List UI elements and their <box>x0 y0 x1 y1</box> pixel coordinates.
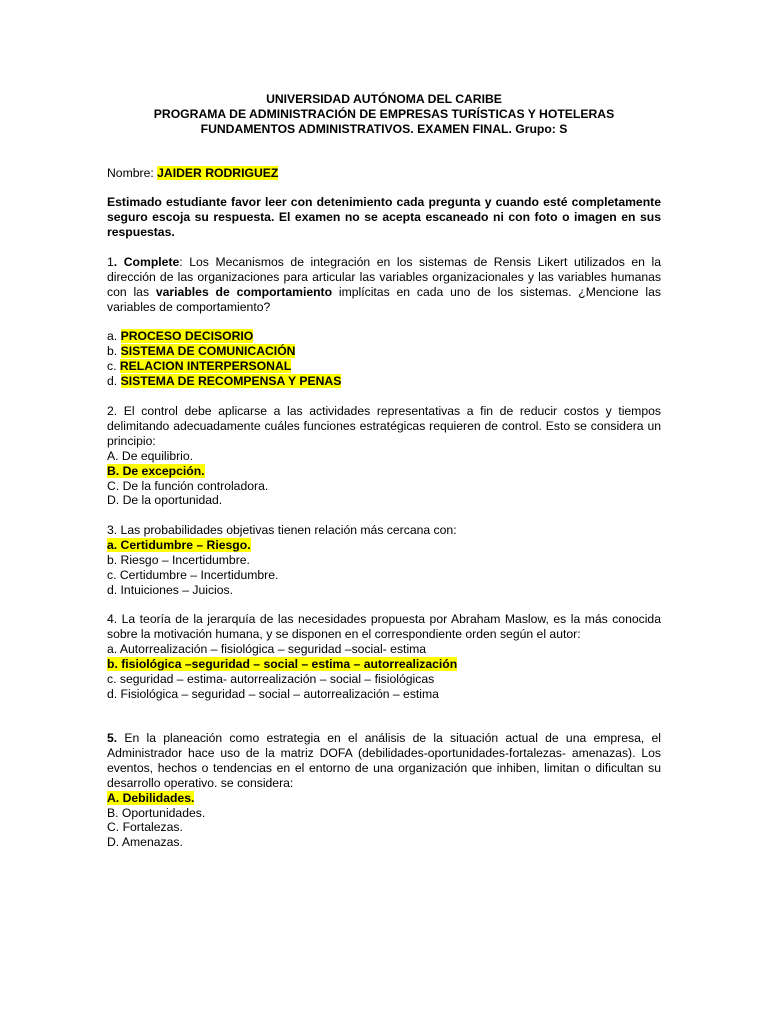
option: B. Oportunidades. <box>107 805 206 820</box>
question-2 <box>107 404 661 508</box>
q1-keyword: Complete <box>123 255 180 269</box>
q1-answer <box>107 374 661 389</box>
q3-text: 3. Las probabilidades objetivas tienen relación más cercana con: <box>107 523 457 537</box>
option-selected: b. fisiológica –seguridad – social – estima – autorrealización <box>107 656 458 671</box>
option-selected: B. De excepción. <box>107 463 205 478</box>
q2-text: 2. El control debe aplicarse a las actividades representativas a fin de reducir costos y tiempos delimitando adecuadamente cuáles funciones estratégicas requieren de control. Esto se considera un principio: <box>107 404 661 448</box>
question-4 <box>107 612 661 701</box>
option <box>107 657 661 672</box>
option <box>107 791 661 806</box>
option: D. De la oportunidad. <box>107 493 223 508</box>
option: C. Fortalezas. <box>107 820 183 835</box>
q4-options <box>107 642 661 702</box>
option <box>107 464 661 479</box>
student-name-line <box>107 166 661 181</box>
option: A. De equilibrio. <box>107 448 194 463</box>
question-5 <box>107 731 661 850</box>
q3-options <box>107 538 661 598</box>
q1-answer-text: RELACION INTERPERSONAL <box>119 358 292 373</box>
q5-body: En la planeación como estrategia en el análisis de la situación actual de una empresa, el Administrador hace uso de la matriz DOFA (debilidades-oportunidades-fortalezas- amenazas). Los eventos, hechos o tendencias en el entorno de una organización que inhiben, limitan o dificultan su desarrollo operativo. se considera: <box>107 731 661 790</box>
q5-number: 5. <box>107 731 118 745</box>
name-label: Nombre: <box>107 166 158 180</box>
option: c. seguridad – estima- autorrealización – social – fisiológicas <box>107 671 435 686</box>
q1-answer-text: SISTEMA DE RECOMPENSA Y PENAS <box>120 373 342 388</box>
option: d. Intuiciones – Juicios. <box>107 582 234 597</box>
q1-answer-prefix: b. <box>107 343 121 358</box>
q1-answer-prefix: d. <box>107 373 121 388</box>
q1-answer <box>107 344 661 359</box>
q1-answer-text: PROCESO DECISORIO <box>120 329 254 343</box>
q1-text-a: : Los Mecanismos de integración en los sistemas de Rensis Likert utilizados en la dirección de las organizaciones para articular las variables organizacionales y las variables humanas con las <box>107 255 661 299</box>
q1-answer-prefix: a. <box>107 329 121 343</box>
option: b. Riesgo – Incertidumbre. <box>107 552 250 567</box>
option-selected: a. Certidumbre – Riesgo. <box>107 537 251 552</box>
option-selected: A. Debilidades. <box>107 790 195 805</box>
q1-answers <box>107 329 661 389</box>
q2-options <box>107 449 661 509</box>
q5-options <box>107 791 661 851</box>
option: D. Amenazas. <box>107 835 183 850</box>
q1-bold: variables de comportamiento <box>155 284 333 299</box>
q1-dot: . <box>113 255 124 269</box>
q1-answer-prefix: c. <box>107 358 120 373</box>
option: C. De la función controladora. <box>107 478 269 493</box>
student-name: JAIDER RODRIGUEZ <box>157 166 279 180</box>
option <box>107 538 661 553</box>
q5-text <box>107 731 661 791</box>
question-3 <box>107 523 661 598</box>
document-header <box>107 92 661 137</box>
university-name: UNIVERSIDAD AUTÓNOMA DEL CARIBE <box>266 92 502 106</box>
q1-number: 1 <box>107 255 114 269</box>
q1-text-b: implícitas en cada uno de los sistemas. ¿Mencione las variables de comportamiento? <box>107 284 661 314</box>
q4-text: 4. La teoría de la jerarquía de las necesidades propuesta por Abraham Maslow, es la más conocida sobre la motivación humana, y se disponen en el correspondiente orden según el autor: <box>107 612 661 641</box>
option: d. Fisiológica – seguridad – social – autorrealización – estima <box>107 686 439 701</box>
option: c. Certidumbre – Incertidumbre. <box>107 567 279 582</box>
q1-answer-text: SISTEMA DE COMUNICACIÓN <box>120 343 296 358</box>
program-name: PROGRAMA DE ADMINISTRACIÓN DE EMPRESAS TURÍSTICAS Y HOTELERAS <box>153 106 615 121</box>
question-1 <box>107 255 661 315</box>
q1-answer <box>107 329 661 344</box>
instructions: Estimado estudiante favor leer con detenimiento cada pregunta y cuando esté completamente seguro escoja su respuesta. El examen no se acepta escaneado ni con foto o imagen en sus respuestas. <box>107 195 661 239</box>
q1-answer <box>107 359 661 374</box>
option: a. Autorrealización – fisiológica – seguridad –social- estima <box>107 641 427 656</box>
course-title: FUNDAMENTOS ADMINISTRATIVOS. EXAMEN FINAL. Grupo: S <box>200 121 568 136</box>
